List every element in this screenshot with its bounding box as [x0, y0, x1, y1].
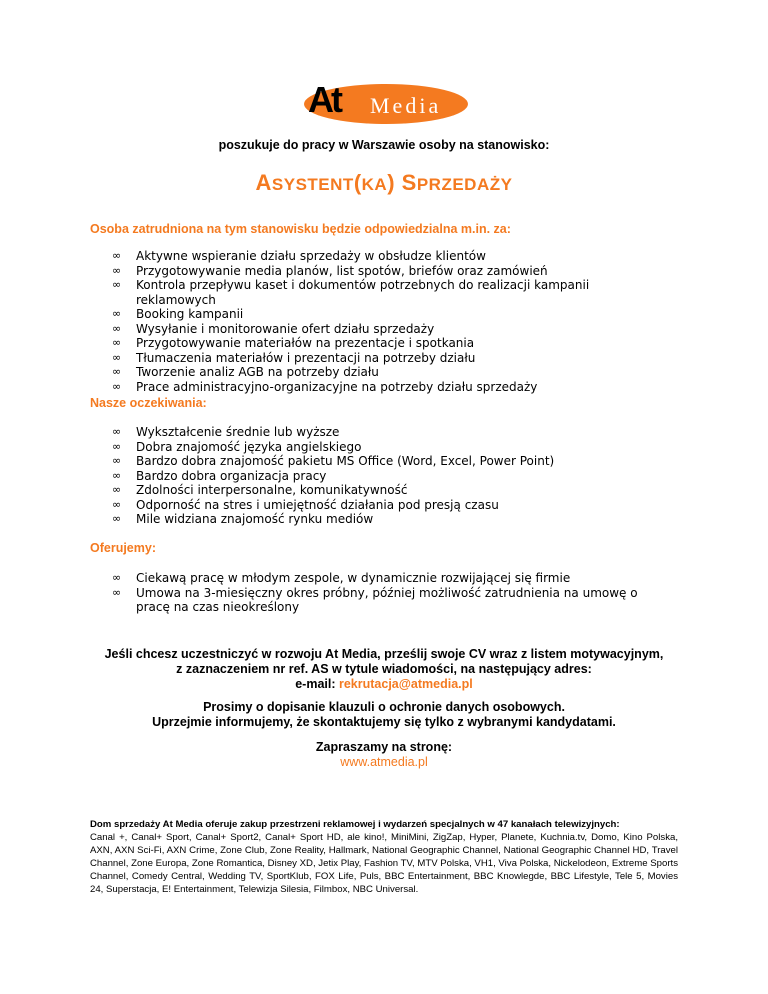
list-item: [112, 498, 672, 513]
bullet-icon: ∞: [112, 365, 122, 378]
bullet-icon: ∞: [112, 278, 122, 291]
list-item: [112, 440, 672, 455]
list-item: [112, 264, 672, 279]
list-item-text: Bardzo dobra organizacja pracy: [136, 468, 327, 483]
logo-at-text: At: [308, 79, 340, 120]
bullet-icon: ∞: [112, 350, 122, 364]
list-item-text: Kontrola przepływu kaset i dokumentów potrzebnych do realizacji kampanii reklamowych: [136, 278, 590, 307]
title-part: PRZEDAŻY: [416, 175, 513, 194]
invite-section: [0, 740, 768, 770]
bullet-icon: ∞: [112, 425, 122, 438]
title-part: S: [401, 170, 417, 195]
list-item: [112, 425, 672, 440]
footer-channel-list: Canal +, Canal+ Sport, Canal+ Sport2, Canal+ Sport HD, ale kino!, MiniMini, ZigZap, Hyper, Planete, Kuchnia.tv, Domo, Kino Polska, AXN, AXN Sci-Fi, AXN Crime, Zone Club, Zone Reality, Hallmark, National Geographic Channel, National Geographic Channel HD, Travel Channel, Zone Europa, Zone Romantica, Disney XD, Jetix Play, Fashion TV, MTV Polska, VH1, Viva Polska, Nickelodeon, Extreme Sports Channel, Comedy Central, Wedding TV, SportKlub, FOX Life, Puls, BBC Entertainment, BBC Knowlegde, BBC Lifestyle, Tele 5, Movies 24, Superstacja, E! Entertainment, Telewizja Silesia, Filmbox, NBC Universal.: [90, 832, 678, 895]
privacy-line-2: Uprzejmie informujemy, że skontaktujemy się tylko z wybranymi kandydatami.: [152, 715, 616, 729]
bullet-icon: ∞: [112, 571, 122, 584]
list-item: [112, 278, 672, 307]
list-item: [112, 322, 672, 337]
list-item: [112, 469, 672, 484]
email-label: e-mail:: [295, 677, 339, 691]
title-part: KA: [361, 175, 388, 194]
list-item-text: Dobra znajomość języka angielskiego: [136, 439, 362, 454]
list-item: [112, 351, 672, 366]
list-item-text: Wykształcenie średnie lub wyższe: [136, 425, 340, 439]
footer-channels: [90, 818, 678, 896]
bullet-icon: ∞: [112, 336, 122, 349]
bullet-icon: ∞: [112, 585, 122, 599]
privacy-line-1: Prosimy o dopisanie klauzuli o ochronie danych osobowych.: [203, 700, 565, 714]
list-item-text: Tworzenie analiz AGB na potrzeby działu: [136, 365, 379, 379]
bullet-icon: ∞: [112, 249, 122, 262]
list-item: [112, 336, 672, 351]
list-item-text: Ciekawą pracę w młodym zespole, w dynamicznie rozwijającej się firmie: [136, 571, 571, 585]
email-link[interactable]: rekrutacja@atmedia.pl: [338, 677, 473, 691]
list-item: [112, 512, 672, 527]
website-link[interactable]: www.atmedia.pl: [340, 755, 428, 769]
bullet-icon: ∞: [112, 307, 122, 320]
offer-heading: Oferujemy:: [90, 541, 156, 555]
expectations-heading: Nasze oczekiwania:: [90, 396, 207, 410]
apply-line-2: z zaznaczeniem nr ref. AS w tytule wiadomości, na następujący adres:: [176, 662, 592, 676]
responsibilities-list: [112, 249, 672, 394]
apply-line-1: Jeśli chcesz uczestniczyć w rozwoju At Media, prześlij swoje CV wraz z listem motywacyjnym,: [104, 647, 664, 661]
list-item: [112, 365, 672, 380]
list-item-text: Booking kampanii: [136, 307, 244, 321]
list-item-text: Aktywne wspieranie działu sprzedaży w obsłudze klientów: [136, 249, 486, 263]
title-part: ): [387, 170, 396, 195]
offer-list: [112, 571, 672, 615]
logo-media-text: Media: [370, 93, 442, 118]
list-item: [112, 380, 672, 395]
list-item-text: Bardzo dobra znajomość pakietu MS Office (Word, Excel, Power Point): [136, 454, 555, 468]
bullet-icon: ∞: [112, 497, 122, 511]
list-item-text: Umowa na 3-miesięczny okres próbny, później możliwość zatrudnienia na umowę o pracę na czas nieokreślony: [136, 585, 638, 614]
footer-lead: Dom sprzedaży At Media oferuje zakup przestrzeni reklamowej i wydarzeń specjalnych w 47 kanałach telewizyjnych:: [90, 819, 620, 830]
list-item-text: Prace administracyjno-organizacyjne na potrzeby działu sprzedaży: [136, 379, 538, 394]
atmedia-logo: [302, 78, 470, 126]
list-item-text: Tłumaczenia materiałów i prezentacji na potrzeby działu: [136, 350, 476, 365]
intro-text: poszukuje do pracy w Warszawie osoby na stanowisko:: [218, 138, 550, 152]
bullet-icon: ∞: [112, 263, 122, 277]
list-item-text: Przygotowywanie materiałów na prezentacje i spotkania: [136, 336, 475, 350]
bullet-icon: ∞: [112, 321, 122, 335]
list-item-text: Odporność na stres i umiejętność działania pod presją czasu: [136, 497, 499, 512]
apply-email-line: [0, 677, 768, 692]
list-item-text: Zdolności interpersonalne, komunikatywność: [136, 483, 408, 497]
list-item: [112, 586, 672, 615]
expectations-list: [112, 425, 672, 527]
title-part: SYSTENT: [271, 175, 354, 194]
list-item: [112, 249, 672, 264]
list-item: [112, 571, 672, 586]
list-item: [112, 454, 672, 469]
responsibilities-heading: Osoba zatrudniona na tym stanowisku będzie odpowiedzialna m.in. za:: [90, 222, 511, 236]
list-item-text: Mile widziana znajomość rynku mediów: [136, 512, 374, 526]
apply-section: [0, 647, 768, 692]
bullet-icon: ∞: [112, 379, 122, 393]
bullet-icon: ∞: [112, 468, 122, 482]
list-item: [112, 483, 672, 498]
list-item: [112, 307, 672, 322]
privacy-section: [0, 700, 768, 730]
job-title: [0, 170, 768, 196]
title-part: (: [353, 170, 362, 195]
invite-label: Zapraszamy na stronę:: [315, 740, 453, 754]
title-part: A: [255, 170, 272, 195]
bullet-icon: ∞: [112, 512, 122, 525]
list-item-text: Przygotowywanie media planów, list spotów, briefów oraz zamówień: [136, 263, 548, 278]
bullet-icon: ∞: [112, 483, 122, 496]
bullet-icon: ∞: [112, 454, 122, 467]
bullet-icon: ∞: [112, 439, 122, 453]
list-item-text: Wysyłanie i monitorowanie ofert działu sprzedaży: [136, 321, 435, 336]
